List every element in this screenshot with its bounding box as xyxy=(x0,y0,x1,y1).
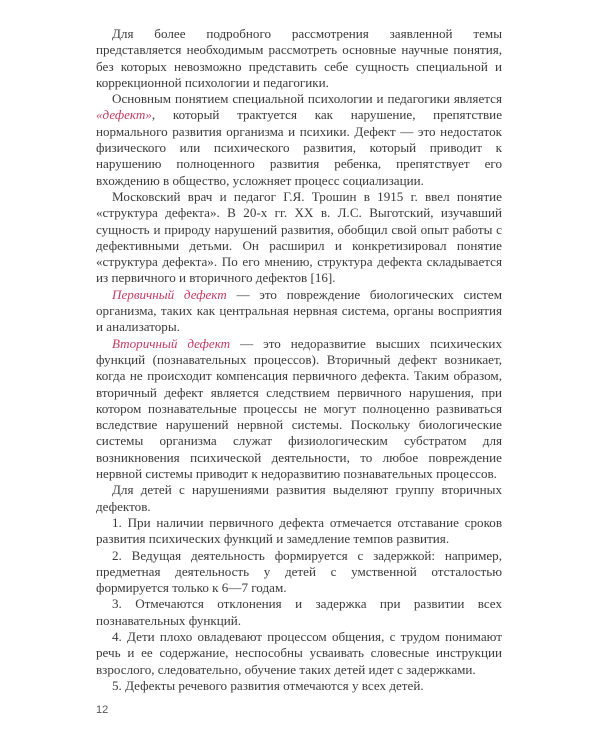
text-run: — это недоразвитие высших психических функций (познавательных процессов). Вторичный дефект возникает, когда не происходит компенсация первичного дефекта. Таким образом, вторичный дефект является следствием первичного нарушения, при котором познавательные процессы не могут полноценно развиваться вследствие нарушений нервной системы. Поскольку биологические системы организма служат физиологическим субстратом для возникновения психической деятельности, то любое повреждение нервной системы приводит к недоразвитию познавательных процессов. xyxy=(96,335,502,482)
paragraph xyxy=(96,482,502,515)
term-highlight: Вторичный дефект xyxy=(112,335,231,351)
paragraph xyxy=(96,189,502,287)
paragraph xyxy=(96,336,502,483)
text-run: Московский врач и педагог Г.Я. Трошин в 1915 г. ввел понятие «структура дефекта». В 20-х гг. XX в. Л.С. Выготский, изучавший сущность и природу нарушений развития, обобщил свой опыт работы с дефективными детьми. Он расширил и конкретизировал понятие «структура дефекта». По его мнению, структура дефекта складывается из первичного и вторичного дефектов [16]. xyxy=(96,188,502,286)
text-run: 3. Отмечаются отклонения и задержка при развитии всех познавательных функций. xyxy=(96,596,502,628)
paragraph xyxy=(96,548,502,597)
paragraph xyxy=(96,678,502,694)
paragraph xyxy=(96,91,502,189)
paragraph xyxy=(96,596,502,629)
term-highlight: Первичный дефект xyxy=(112,286,227,302)
text-run: — это повреждение биологических систем организма, таких как центральная нервная система, органы восприятия и анализаторы. xyxy=(96,286,502,335)
body-text xyxy=(96,26,502,694)
text-run: Для детей с нарушениями развития выделяют группу вторичных дефектов. xyxy=(96,482,502,514)
paragraph xyxy=(96,515,502,548)
paragraph xyxy=(96,26,502,91)
paragraph xyxy=(96,629,502,678)
text-run: Основным понятием специальной психологии и педагогики является xyxy=(112,91,502,107)
text-run: 4. Дети плохо овладевают процессом общения, с трудом понимают речь и ее содержание, неспособны усваивать словесные инструкции взрослого, следовательно, обучение таких детей идет с задержками. xyxy=(96,628,502,677)
text-run: Для более подробного рассмотрения заявленной темы представляется необходимым рассмотреть основные научные понятия, без которых невозможно представить себе сущность специальной и коррекционной психологии и педагогики. xyxy=(96,26,502,90)
text-run: 2. Ведущая деятельность формируется с задержкой: например, предметная деятельность у детей с умственной отсталостью формируется только к 6—7 годам. xyxy=(96,547,502,596)
text-run: 5. Дефекты речевого развития отмечаются у всех детей. xyxy=(112,677,424,693)
term-highlight: «дефект» xyxy=(96,107,152,123)
page-number: 12 xyxy=(96,704,109,716)
text-run: 1. При наличии первичного дефекта отмечается отставание сроков развития психических функций и замедление темпов развития. xyxy=(96,514,502,547)
paragraph xyxy=(96,287,502,336)
text-run: , который трактуется как нарушение, препятствие нормального развития организма и психики. Дефект — это недостаток физического или психического развития, который приводит к нарушению полноценного развития ребенка, препятствует его вхождению в общество, усложняет процесс социализации. xyxy=(96,107,502,188)
